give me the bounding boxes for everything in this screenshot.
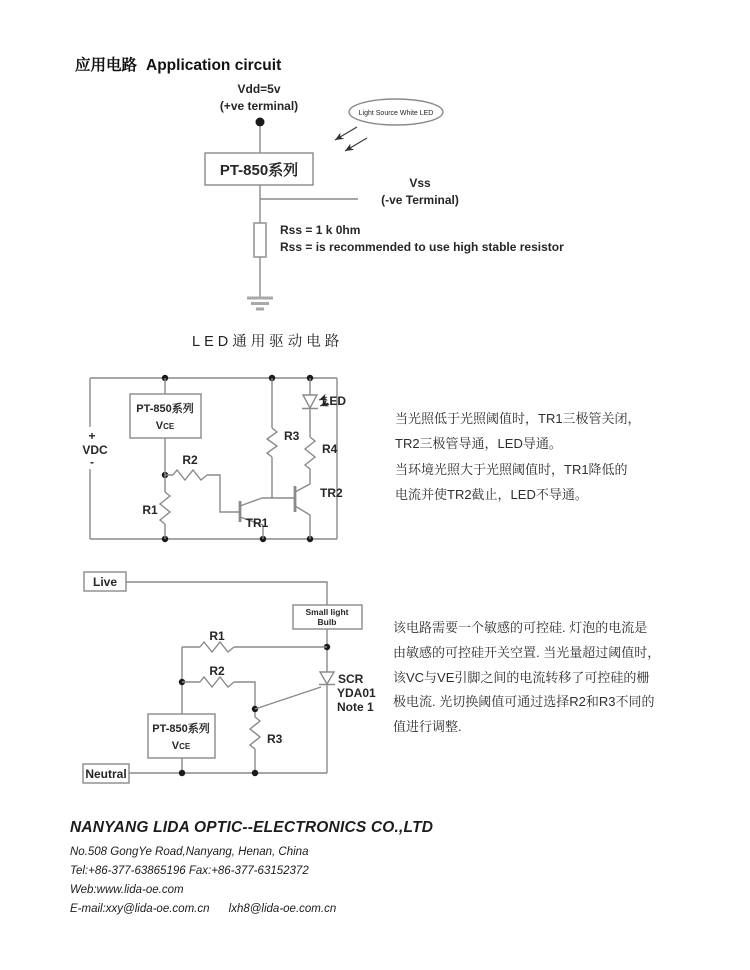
scr-label: SCR xyxy=(338,672,364,686)
description-line: 当光照低于光照阈值时，TR1三极管关闭， xyxy=(395,411,641,426)
r1-label: R1 xyxy=(142,503,158,517)
pt850-vce-box xyxy=(148,714,215,758)
resistor-r1 xyxy=(182,629,327,652)
tr1-label: TR1 xyxy=(245,516,269,530)
company-email: E-mail:xxy@lida-oe.com.cn lxh8@lida-oe.com.cn xyxy=(70,903,337,915)
description-line: 极电流. 光切换阈值可通过选择R2和R3不同的 xyxy=(393,694,655,710)
ground-icon xyxy=(247,298,273,309)
supply-frame xyxy=(90,378,337,539)
scr-part-label: YDA01 xyxy=(337,686,376,700)
transistor-tr1 xyxy=(240,498,295,539)
description-line: 当环境光照大于光照阈值时，TR1降低的 xyxy=(395,461,628,477)
resistor-r1 xyxy=(142,492,170,539)
junction-dot xyxy=(252,770,258,776)
wire xyxy=(260,185,358,223)
circuit3-description xyxy=(393,616,703,740)
r3-label: R3 xyxy=(267,732,283,746)
rss-note-label: Rss = is recommended to use high stable resistor xyxy=(280,240,564,254)
plus-label: + xyxy=(88,429,96,443)
page-title-zh: 应用电路 xyxy=(75,57,138,74)
minus-label: - xyxy=(90,455,94,469)
pt850-vce-box xyxy=(130,394,201,438)
circuit2-description xyxy=(395,406,695,508)
tr2-label: TR2 xyxy=(320,486,343,500)
led-label: LED xyxy=(322,394,346,408)
resistor-r2 xyxy=(165,453,240,512)
resistor-r4 xyxy=(305,437,338,469)
rss-value-label: Rss = 1 k 0hm xyxy=(280,223,361,237)
wire xyxy=(126,582,327,605)
junction-dot xyxy=(179,770,185,776)
description-line: TR2三极管导通，LED导通。 xyxy=(395,436,562,452)
resistor-r3 xyxy=(250,717,283,773)
company-name: NANYANG LIDA OPTIC--ELECTRONICS CO.,LTD xyxy=(70,819,434,836)
transistor-tr2 xyxy=(295,469,343,539)
scr-note-label: Note 1 xyxy=(337,700,374,714)
description-line: 该VC与VE引脚之间的电流转移了可控硅的栅 xyxy=(393,669,650,685)
light-source-label: Light Source White LED xyxy=(358,110,434,117)
r1-label: R1 xyxy=(209,629,225,643)
vdc-label: VDC xyxy=(82,443,108,457)
circuit2-title: LED通用驱动电路 xyxy=(192,334,344,350)
resistor-r3 xyxy=(267,378,300,498)
rss-resistor xyxy=(254,223,266,257)
r3-label: R3 xyxy=(284,429,300,443)
neutral-label: Neutral xyxy=(85,767,127,781)
company-footer xyxy=(70,819,433,922)
light-source-callout xyxy=(349,99,443,125)
company-address: No.508 GongYe Road,Nanyang, Henan, China xyxy=(70,846,309,858)
r2-label: R2 xyxy=(182,453,198,467)
r4-label: R4 xyxy=(322,442,338,456)
company-web: Web:www.lida-oe.com xyxy=(70,884,184,896)
scr-icon xyxy=(255,672,376,773)
vce-label: VCE xyxy=(155,420,175,432)
vce-label: VCE xyxy=(171,740,191,752)
description-line: 电流并使TR2截止，LED不导通。 xyxy=(395,487,588,503)
light-arrow-icon xyxy=(335,127,367,151)
pt850-label: PT-850系列 xyxy=(219,162,299,179)
vss-label: Vss xyxy=(409,176,431,190)
resistor-r2 xyxy=(182,664,255,717)
company-tel-fax: Tel:+86-377-63865196 Fax:+86-377-63152372 xyxy=(70,865,309,877)
description-line: 值进行调整. xyxy=(393,719,462,735)
circuit1-basic-application xyxy=(205,82,564,309)
led-icon xyxy=(302,378,346,437)
live-label: Live xyxy=(92,575,118,589)
vdd-sub-label: (+ve terminal) xyxy=(219,99,299,113)
pt850-label: PT-850系列 xyxy=(152,723,210,735)
bulb-label-line2: Bulb xyxy=(317,617,337,627)
pt850-label: PT-850系列 xyxy=(136,403,194,415)
vss-sub-label: (-ve Terminal) xyxy=(381,193,459,207)
circuit3-scr-lamp xyxy=(83,572,376,783)
r2-label: R2 xyxy=(209,664,225,678)
vdd-label: Vdd=5v xyxy=(237,82,281,96)
description-line: 由敏感的可控硅开关空置. 当光量超过阈值时， xyxy=(393,644,661,660)
circuit2-led-drive xyxy=(82,375,346,542)
page-title-en: Application circuit xyxy=(146,57,282,74)
bulb-label-line1: Small light xyxy=(305,607,349,617)
description-line: 该电路需要一个敏感的可控硅. 灯泡的电流是 xyxy=(393,620,648,635)
positive-terminal-dot xyxy=(256,118,265,127)
